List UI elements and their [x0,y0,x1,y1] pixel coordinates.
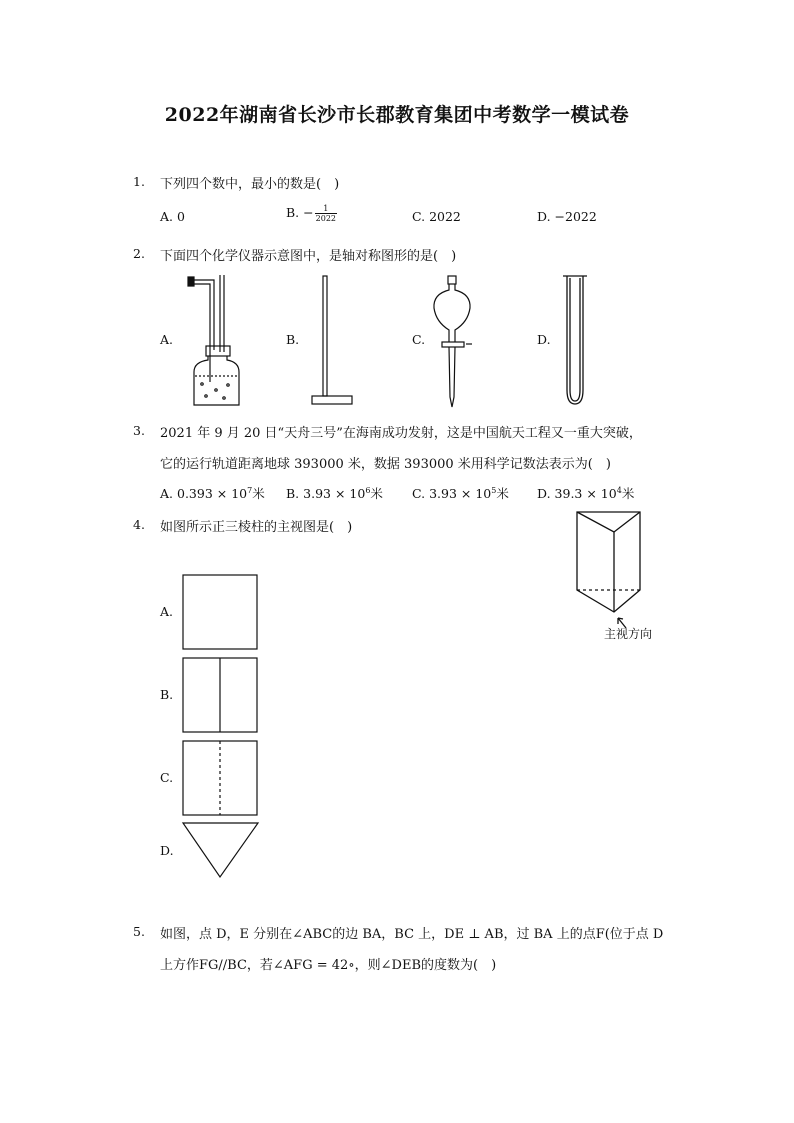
q3-option-d [537,484,634,502]
square-dashed-divider-icon [182,740,259,816]
q1-option-c-label: C. [412,209,426,224]
q1-option-c [412,209,461,224]
q3-option-b-label: B. [286,486,300,501]
q3-option-d-exponent: 4 [616,485,622,495]
question-1-number: 1. [133,174,145,189]
q1-option-a-value: 0 [177,209,185,224]
question-5-number: 5. [133,924,145,939]
question-3-line2: 它的运行轨道距离地球 393000 米，数据 393000 米用科学记数法表示为( ) [160,457,611,472]
q3-option-c [412,484,509,502]
q3-option-b-base: 3.93 × 10 [303,486,366,501]
question-2-text: 下面四个化学仪器示意图中，是轴对称图形的是( ) [160,249,457,264]
q3-option-b-exponent: 6 [365,485,371,495]
question-5-line1: 如图，点 D，E 分别在∠ABC的边 BA，BC 上，DE ⊥ AB，过 BA 上的点F(位于点 D [160,927,664,942]
q1-option-d-label: D. [537,209,551,224]
q3-option-d-unit: 米 [621,486,635,501]
q3-option-d-base: 39.3 × 10 [554,486,617,501]
q3-option-d-label: D. [537,486,551,501]
q1-option-d [537,209,597,224]
q3-option-c-label: C. [412,486,426,501]
q1-option-b [286,204,337,223]
question-5-line2: 上方作FG//BC，若∠AFG = 42∘，则∠DEB的度数为( ) [160,958,497,973]
figure-caption: 主视方向 [604,627,653,641]
q3-option-c-exponent: 5 [491,485,497,495]
q1-option-b-denominator: 2022 [315,214,336,223]
q1-option-d-value: −2022 [554,209,597,224]
q4-option-a-label: A. [160,604,174,619]
question-1-text: 下列四个数中，最小的数是( ) [160,177,340,192]
question-4-text: 如图所示正三棱柱的主视图是( ) [160,520,353,535]
q4-option-c-label: C. [160,770,174,785]
q2-option-d-label: D. [537,332,551,347]
question-2-number: 2. [133,246,145,261]
q3-option-a-base: 0.393 × 10 [177,486,248,501]
q1-option-b-label: B. [286,205,300,220]
question-3-line1: 2021 年 9 月 20 日“天舟三号”在海南成功发射，这是中国航天工程又一重大突破， [160,426,642,441]
q3-option-b [286,484,383,502]
q3-option-c-base: 3.93 × 10 [429,486,492,501]
q4-option-b-label: B. [160,687,174,702]
q1-option-b-sign: − [303,205,314,220]
question-4-number: 4. [133,517,145,532]
q2-option-a-label: A. [160,332,174,347]
q1-option-c-value: 2022 [429,209,461,224]
square-icon [182,574,259,650]
q3-option-b-unit: 米 [370,486,383,501]
q1-option-a [160,209,185,224]
q4-option-d-label: D. [160,843,174,858]
question-3-number: 3. [133,423,145,438]
q1-option-a-label: A. [160,209,174,224]
test-tube-icon [560,272,590,410]
triangular-prism-figure [574,508,644,634]
q3-option-a-exponent: 7 [247,485,253,495]
q3-option-a-unit: 米 [252,486,265,501]
q1-option-b-fraction [315,204,337,223]
q3-option-c-unit: 米 [496,486,509,501]
iron-stand-icon [306,272,356,410]
q3-option-a-label: A. [160,486,174,501]
q2-option-c-label: C. [412,332,426,347]
gas-washing-bottle-icon [184,272,244,410]
square-solid-divider-icon [182,657,259,733]
q2-option-b-label: B. [286,332,300,347]
q1-option-b-numerator: 1 [315,204,337,214]
page-title: 2022年湖南省长沙市长郡教育集团中考数学一模试卷 [164,104,630,126]
q3-option-a [160,484,265,502]
separatory-funnel-icon [430,272,476,410]
inverted-triangle-icon [182,821,260,879]
